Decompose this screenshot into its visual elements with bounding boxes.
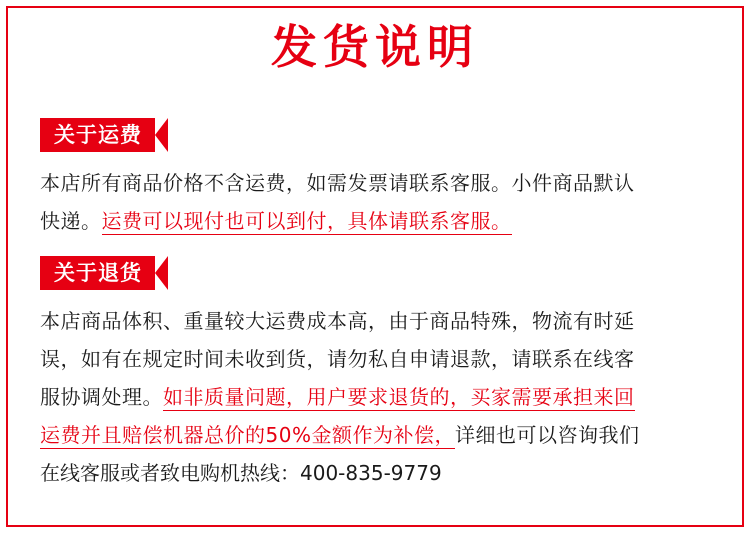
section-body-shipping-fee	[40, 164, 712, 240]
section-body-returns	[40, 302, 712, 492]
text-run-highlight: 如非质量问题，用户要求退货的，买家需要承担来回	[163, 385, 635, 409]
text-run: 误，如有在规定时间未收到货，请勿私自申请退款，请联系在线客	[40, 347, 635, 371]
text-line	[40, 202, 712, 240]
text-line	[40, 302, 712, 340]
page-title: 发货说明	[271, 20, 479, 74]
text-line	[40, 416, 712, 454]
section-returns	[40, 256, 712, 492]
section-shipping-fee	[40, 118, 712, 240]
section-label-shipping-fee: 关于运费	[40, 118, 168, 152]
text-run-highlight: 运费可以现付也可以到付，具体请联系客服。	[101, 209, 512, 233]
text-line	[40, 340, 712, 378]
text-run: 快递。	[40, 209, 102, 233]
text-line	[40, 454, 712, 492]
text-run: 本店所有商品价格不含运费，如需发票请联系客服。小件商品默认	[40, 171, 635, 195]
customer-service-hotline: 在线客服或者致电购机热线：400-835-9779	[40, 461, 442, 485]
section-label-returns: 关于退货	[40, 256, 168, 290]
notice-content	[40, 118, 712, 496]
text-run-highlight: 运费并且赔偿机器总价的50%金额作为补偿，	[40, 423, 455, 447]
text-run: 本店商品体积、重量较大运费成本高，由于商品特殊，物流有时延	[40, 309, 635, 333]
text-line	[40, 164, 712, 202]
text-run: 详细也可以咨询我们	[454, 423, 640, 447]
text-run: 服协调处理。	[40, 385, 163, 409]
text-line	[40, 378, 712, 416]
